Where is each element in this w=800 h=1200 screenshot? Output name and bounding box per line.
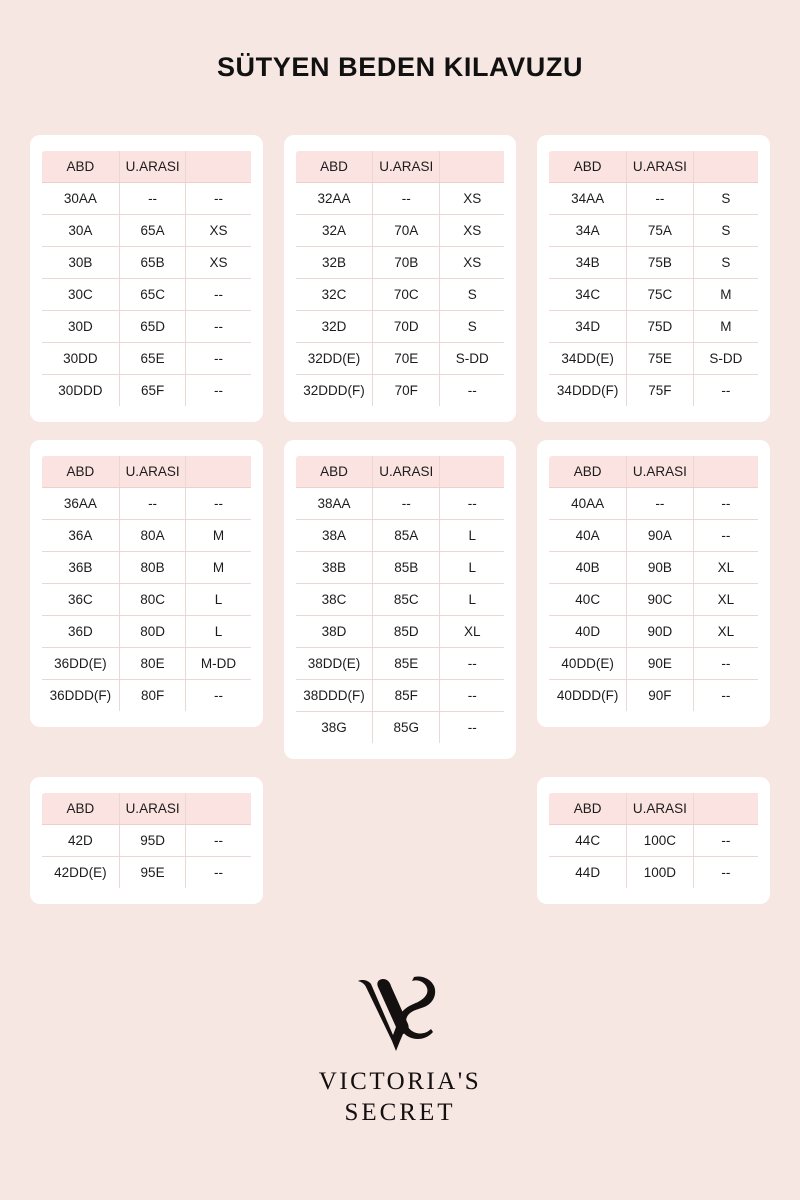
table-cell: M bbox=[186, 520, 251, 552]
column-header: U.ARASI bbox=[627, 151, 694, 183]
table-cell: 40C bbox=[549, 584, 626, 616]
table-cell: S bbox=[440, 279, 505, 311]
table-cell: -- bbox=[214, 688, 224, 703]
table-row bbox=[549, 215, 758, 247]
table-cell: L bbox=[186, 584, 251, 616]
table-cell: -- bbox=[214, 865, 224, 880]
table-row bbox=[549, 584, 758, 616]
table-cell: XL bbox=[440, 616, 505, 648]
table-row bbox=[296, 375, 505, 407]
table-cell: XS bbox=[186, 215, 251, 247]
table-cell: 70A bbox=[373, 215, 440, 247]
table-row bbox=[42, 343, 251, 375]
table-header-row bbox=[42, 456, 251, 488]
table-cell: 34AA bbox=[549, 183, 626, 215]
table-row bbox=[42, 552, 251, 584]
table-row bbox=[549, 311, 758, 343]
table-row bbox=[42, 520, 251, 552]
table-cell: 75E bbox=[627, 343, 694, 375]
table-cell: 38AA bbox=[296, 488, 373, 520]
table-cell: -- bbox=[440, 680, 505, 712]
table-cell: 34D bbox=[549, 311, 626, 343]
table-row bbox=[42, 584, 251, 616]
table-cell: 34DDD(F) bbox=[549, 375, 626, 407]
table-row bbox=[549, 247, 758, 279]
size-table bbox=[549, 456, 758, 711]
table-cell: XS bbox=[186, 247, 251, 279]
table-row bbox=[549, 183, 758, 215]
table-row bbox=[42, 279, 251, 311]
table-cell: 75F bbox=[627, 375, 694, 407]
table-cell: L bbox=[440, 584, 505, 616]
table-cell: 65E bbox=[119, 343, 186, 375]
table-row bbox=[42, 825, 251, 857]
column-header bbox=[186, 456, 251, 488]
table-cell: 38DD(E) bbox=[296, 648, 373, 680]
table-header-row bbox=[549, 456, 758, 488]
size-table-card bbox=[30, 135, 263, 422]
table-row bbox=[549, 680, 758, 712]
column-header bbox=[186, 793, 251, 825]
table-cell: 95D bbox=[119, 825, 186, 857]
table-cell: -- bbox=[721, 688, 731, 703]
brand-line-1: VICTORIA'S bbox=[318, 1068, 482, 1095]
table-cell: -- bbox=[721, 383, 731, 398]
table-cell: 85F bbox=[373, 680, 440, 712]
column-header bbox=[693, 793, 758, 825]
table-row bbox=[296, 183, 505, 215]
table-cell: M bbox=[693, 279, 758, 311]
table-cell: 65D bbox=[119, 311, 186, 343]
table-cell: -- bbox=[373, 183, 440, 215]
table-cell: -- bbox=[467, 383, 477, 398]
table-header-row bbox=[549, 793, 758, 825]
table-row bbox=[42, 311, 251, 343]
table-row bbox=[296, 616, 505, 648]
table-row bbox=[42, 375, 251, 407]
brand-line-2: SECRET bbox=[344, 1098, 456, 1126]
column-header: ABD bbox=[549, 151, 626, 183]
table-cell: XS bbox=[440, 247, 505, 279]
table-cell: -- bbox=[119, 488, 186, 520]
table-row bbox=[549, 520, 758, 552]
table-cell: 70C bbox=[373, 279, 440, 311]
table-cell: 70D bbox=[373, 311, 440, 343]
column-header bbox=[693, 151, 758, 183]
table-cell: 70B bbox=[373, 247, 440, 279]
table-row bbox=[296, 584, 505, 616]
table-cell: 80D bbox=[119, 616, 186, 648]
table-cell: 40A bbox=[549, 520, 626, 552]
table-row bbox=[296, 215, 505, 247]
size-table bbox=[549, 151, 758, 406]
table-cell: 34C bbox=[549, 279, 626, 311]
size-table bbox=[296, 151, 505, 406]
table-cell: 65F bbox=[119, 375, 186, 407]
table-row bbox=[296, 247, 505, 279]
size-table bbox=[42, 456, 251, 711]
table-cell: 44D bbox=[549, 857, 626, 889]
table-cell: 32DD(E) bbox=[296, 343, 373, 375]
table-cell: 38B bbox=[296, 552, 373, 584]
table-header-row bbox=[42, 151, 251, 183]
size-tables-grid bbox=[30, 83, 770, 904]
table-cell: -- bbox=[627, 488, 694, 520]
table-cell: 75C bbox=[627, 279, 694, 311]
table-cell: XS bbox=[440, 183, 505, 215]
table-cell: 38G bbox=[296, 712, 373, 744]
table-row bbox=[42, 247, 251, 279]
table-cell: -- bbox=[627, 183, 694, 215]
table-cell: 32A bbox=[296, 215, 373, 247]
table-cell: -- bbox=[467, 720, 477, 735]
page-title: SÜTYEN BEDEN KILAVUZU bbox=[216, 52, 584, 82]
table-row bbox=[549, 616, 758, 648]
size-table bbox=[42, 793, 251, 888]
column-header: ABD bbox=[549, 456, 626, 488]
column-header: ABD bbox=[296, 151, 373, 183]
table-cell: 30DD bbox=[42, 343, 119, 375]
table-cell: 40DD(E) bbox=[549, 648, 626, 680]
table-cell: -- bbox=[693, 648, 758, 680]
table-row bbox=[549, 375, 758, 407]
table-cell: -- bbox=[693, 520, 758, 552]
table-row bbox=[549, 279, 758, 311]
table-cell: -- bbox=[693, 825, 758, 857]
column-header bbox=[186, 151, 251, 183]
table-cell: M bbox=[186, 552, 251, 584]
table-cell: -- bbox=[186, 488, 251, 520]
size-table-placeholder bbox=[284, 777, 517, 809]
table-cell: 65C bbox=[119, 279, 186, 311]
table-cell: XS bbox=[440, 215, 505, 247]
table-cell: 80E bbox=[119, 648, 186, 680]
table-header-row bbox=[296, 456, 505, 488]
size-table-card bbox=[537, 440, 770, 727]
table-row bbox=[42, 648, 251, 680]
table-cell: XL bbox=[693, 616, 758, 648]
table-cell: 32DDD(F) bbox=[296, 375, 373, 407]
table-cell: 90D bbox=[627, 616, 694, 648]
size-table-card bbox=[284, 440, 517, 759]
table-cell: 38DDD(F) bbox=[296, 680, 373, 712]
table-cell: 36A bbox=[42, 520, 119, 552]
table-cell: L bbox=[186, 616, 251, 648]
column-header bbox=[693, 456, 758, 488]
table-cell: 75A bbox=[627, 215, 694, 247]
table-row bbox=[42, 215, 251, 247]
table-row bbox=[42, 183, 251, 215]
table-cell: 34A bbox=[549, 215, 626, 247]
table-cell: 90F bbox=[627, 680, 694, 712]
table-cell: -- bbox=[440, 648, 505, 680]
table-cell: 65A bbox=[119, 215, 186, 247]
table-cell: 40D bbox=[549, 616, 626, 648]
table-row bbox=[549, 488, 758, 520]
table-cell: -- bbox=[214, 383, 224, 398]
table-cell: 85A bbox=[373, 520, 440, 552]
table-cell: 32D bbox=[296, 311, 373, 343]
table-cell: 30AA bbox=[42, 183, 119, 215]
table-row bbox=[296, 279, 505, 311]
table-cell: S-DD bbox=[693, 343, 758, 375]
column-header: ABD bbox=[42, 456, 119, 488]
table-cell: 32B bbox=[296, 247, 373, 279]
size-table-card bbox=[30, 440, 263, 727]
table-cell: L bbox=[440, 520, 505, 552]
vs-monogram-icon bbox=[352, 975, 448, 1061]
column-header: U.ARASI bbox=[119, 151, 186, 183]
table-cell: 30D bbox=[42, 311, 119, 343]
table-cell: 90B bbox=[627, 552, 694, 584]
table-cell: 85G bbox=[373, 712, 440, 744]
table-cell: 65B bbox=[119, 247, 186, 279]
brand-logo bbox=[0, 975, 800, 1128]
table-cell: 70F bbox=[373, 375, 440, 407]
table-cell: 32AA bbox=[296, 183, 373, 215]
table-cell: -- bbox=[186, 279, 251, 311]
brand-wordmark bbox=[0, 1067, 800, 1128]
size-table bbox=[549, 793, 758, 888]
table-cell: 42DD(E) bbox=[42, 857, 119, 889]
table-cell: 38A bbox=[296, 520, 373, 552]
table-cell: S bbox=[693, 215, 758, 247]
table-cell: 36C bbox=[42, 584, 119, 616]
table-row bbox=[42, 616, 251, 648]
table-cell: S bbox=[693, 183, 758, 215]
table-row bbox=[296, 680, 505, 712]
table-cell: M bbox=[693, 311, 758, 343]
column-header: U.ARASI bbox=[373, 456, 440, 488]
table-row bbox=[549, 857, 758, 889]
size-table-card bbox=[284, 135, 517, 422]
table-cell: 100D bbox=[627, 857, 694, 889]
column-header bbox=[440, 151, 505, 183]
table-cell: 36B bbox=[42, 552, 119, 584]
table-cell: 90C bbox=[627, 584, 694, 616]
size-table bbox=[296, 456, 505, 743]
table-cell: 80C bbox=[119, 584, 186, 616]
table-cell: 90A bbox=[627, 520, 694, 552]
column-header: ABD bbox=[42, 151, 119, 183]
table-header-row bbox=[296, 151, 505, 183]
table-cell: 30B bbox=[42, 247, 119, 279]
table-cell: 85E bbox=[373, 648, 440, 680]
table-row bbox=[296, 520, 505, 552]
table-row bbox=[549, 343, 758, 375]
table-cell: XL bbox=[693, 584, 758, 616]
table-cell: 30A bbox=[42, 215, 119, 247]
table-cell: 40AA bbox=[549, 488, 626, 520]
table-row bbox=[42, 488, 251, 520]
column-header: U.ARASI bbox=[627, 456, 694, 488]
table-header-row bbox=[549, 151, 758, 183]
table-cell: 75B bbox=[627, 247, 694, 279]
table-cell: L bbox=[440, 552, 505, 584]
table-cell: 36DDD(F) bbox=[42, 680, 119, 712]
table-cell: 30C bbox=[42, 279, 119, 311]
column-header bbox=[440, 456, 505, 488]
table-cell: 70E bbox=[373, 343, 440, 375]
table-row bbox=[549, 825, 758, 857]
table-cell: 85B bbox=[373, 552, 440, 584]
table-cell: 38D bbox=[296, 616, 373, 648]
column-header: U.ARASI bbox=[373, 151, 440, 183]
table-cell: 75D bbox=[627, 311, 694, 343]
table-cell: 95E bbox=[119, 857, 186, 889]
table-cell: 34B bbox=[549, 247, 626, 279]
table-cell: -- bbox=[373, 488, 440, 520]
size-table-card bbox=[537, 777, 770, 904]
table-cell: S-DD bbox=[440, 343, 505, 375]
column-header: ABD bbox=[296, 456, 373, 488]
table-row bbox=[296, 648, 505, 680]
table-cell: -- bbox=[186, 311, 251, 343]
table-cell: 38C bbox=[296, 584, 373, 616]
table-cell: 36AA bbox=[42, 488, 119, 520]
table-cell: -- bbox=[440, 488, 505, 520]
table-row bbox=[549, 552, 758, 584]
column-header: ABD bbox=[42, 793, 119, 825]
table-cell: 42D bbox=[42, 825, 119, 857]
table-cell: XL bbox=[693, 552, 758, 584]
size-table-card bbox=[537, 135, 770, 422]
column-header: U.ARASI bbox=[119, 456, 186, 488]
table-cell: -- bbox=[721, 865, 731, 880]
table-row bbox=[42, 857, 251, 889]
table-row bbox=[296, 311, 505, 343]
table-cell: -- bbox=[186, 825, 251, 857]
size-table-card bbox=[30, 777, 263, 904]
table-cell: S bbox=[693, 247, 758, 279]
table-row bbox=[296, 488, 505, 520]
table-cell: M-DD bbox=[186, 648, 251, 680]
table-cell: 34DD(E) bbox=[549, 343, 626, 375]
table-cell: 36D bbox=[42, 616, 119, 648]
table-cell: 80A bbox=[119, 520, 186, 552]
table-row bbox=[296, 552, 505, 584]
table-cell: -- bbox=[119, 183, 186, 215]
table-cell: -- bbox=[693, 488, 758, 520]
table-row bbox=[296, 712, 505, 744]
table-cell: -- bbox=[186, 183, 251, 215]
table-cell: 80F bbox=[119, 680, 186, 712]
table-header-row bbox=[42, 793, 251, 825]
column-header: ABD bbox=[549, 793, 626, 825]
table-cell: 36DD(E) bbox=[42, 648, 119, 680]
table-cell: 85D bbox=[373, 616, 440, 648]
size-table bbox=[42, 151, 251, 406]
table-cell: 100C bbox=[627, 825, 694, 857]
table-row bbox=[42, 680, 251, 712]
table-cell: 90E bbox=[627, 648, 694, 680]
table-cell: 40DDD(F) bbox=[549, 680, 626, 712]
column-header: U.ARASI bbox=[119, 793, 186, 825]
table-cell: 85C bbox=[373, 584, 440, 616]
table-cell: 80B bbox=[119, 552, 186, 584]
table-row bbox=[549, 648, 758, 680]
column-header: U.ARASI bbox=[627, 793, 694, 825]
table-cell: 40B bbox=[549, 552, 626, 584]
table-cell: -- bbox=[186, 343, 251, 375]
table-cell: S bbox=[440, 311, 505, 343]
table-cell: 44C bbox=[549, 825, 626, 857]
table-row bbox=[296, 343, 505, 375]
table-cell: 30DDD bbox=[42, 375, 119, 407]
table-cell: 32C bbox=[296, 279, 373, 311]
